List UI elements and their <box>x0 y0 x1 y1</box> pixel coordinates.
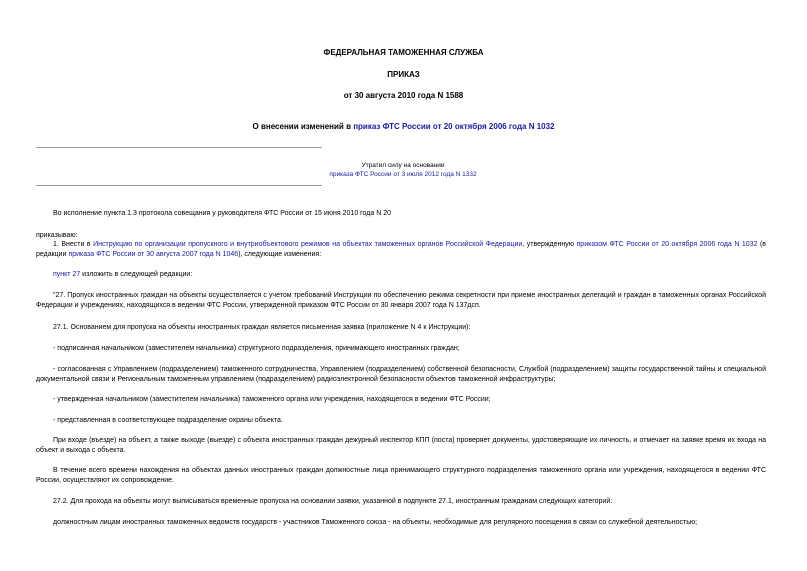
repeal-order-link[interactable]: приказа ФТС России от 3 июля 2012 года N 1332 <box>329 171 477 178</box>
paragraph-escort: В течение всего времени нахождения на объектах данных иностранных граждан должностные лица принимающего структурного подразделения таможенного органа или учреждения, находящегося в ведении ФТС России, осуществляют их сопровождение. <box>36 467 766 484</box>
instruction-link[interactable]: Инструкцию по организации пропускного и внутриобъектового режимов на объектах таможенных органов Российской Федерации <box>93 241 523 248</box>
paragraph-approved: - утвержденная начальником (заместителем начальника) таможенного органа или учреждения, находящегося в ведении ФТС России; <box>53 396 491 403</box>
order-1046-link[interactable]: приказа ФТС России от 30 августа 2007 года N 1046 <box>68 251 239 258</box>
order-1032-link[interactable]: приказом ФТС России от 20 октября 2006 года N 1032 <box>576 241 758 248</box>
paragraph-27-2: 27.2. Для прохода на объекты могут выписываться временные пропуска на основании заявки, указанной в подпункте 27.1, иностранным гражданам следующих категорий: <box>53 498 613 505</box>
subject-order-link[interactable]: приказ ФТС России от 20 октября 2006 года N 1032 <box>353 122 555 131</box>
top-divider <box>36 147 322 148</box>
paragraph-27: "27. Пропуск иностранных граждан на объекты осуществляется с учетом требований Инструкции по обеспечению режима секретности при приеме иностранных делегаций и граждан в таможенных органах Российской Федерации и учреждениях, находящихся в ведении ФТС России, утвержденной приказом ФТС России от 30 января 2007 года N 137дсп. <box>36 292 766 309</box>
status-note-text: Утратил силу на основании <box>361 162 445 169</box>
paragraph-preamble: Во исполнение пункта 1.3 протокола совещания у руководителя ФТС России от 15 июня 2010 года N 20 <box>53 210 392 217</box>
subject-prefix: О внесении изменений в <box>252 122 354 131</box>
doc-subject <box>0 122 807 132</box>
paragraph-point-27: пункт 27 изложить в следующей редакции: <box>53 271 193 278</box>
paragraph-27-1: 27.1. Основанием для пропуска на объекты иностранных граждан является письменная заявка (приложение N 4 к Инструкции): <box>53 324 471 331</box>
paragraph-entry-check: При входе (въезде) на объект, а также выходе (выезде) с объекта иностранных граждан дежурный инспектор КПП (поста) проверяет документы, удостоверяющие их личность, и отмечает на заявке время их входа на объект и выхода с объекта. <box>36 437 766 454</box>
paragraph-order: приказываю: <box>36 232 78 239</box>
paragraph-submitted: - представленная в соответствующее подразделение охраны объекта. <box>53 417 283 424</box>
status-note-link-line <box>280 170 526 179</box>
paragraph-item-1: 1. Внести в Инструкцию по организации пропускного и внутриобъектового режимов на объектах таможенных органов Российской Федерации, утвержденную приказом ФТС России от 20 октября 2006 года N 1032 (в редакции приказа ФТС России от 30 августа 2007 года N 1046), следующие изменения: <box>36 241 767 258</box>
paragraph-officials: должностным лицам иностранных таможенных ведомств государств - участников Таможенного союза - на объекты, необходимые для регулярного посещения в связи со служебной деятельностью; <box>53 519 698 526</box>
paragraph-signed: - подписанная начальником (заместителем начальника) структурного подразделения, принимающего иностранных граждан; <box>53 345 460 352</box>
doc-date-line: от 30 августа 2010 года N 1588 <box>343 91 464 100</box>
doc-type-title: ПРИКАЗ <box>387 70 420 79</box>
bottom-divider <box>36 185 322 186</box>
paragraph-agreed: - согласованная с Управлением (подразделением) таможенного сотрудничества, Управлением (подразделением) собственной безопасности, Службой (подразделением) защиты государственной тайны и специальной документальной связи и Региональным таможенным управлением (подразделением) радиоэлектронной безопасности объектов таможенной инфраструктуры; <box>36 366 766 383</box>
agency-title: ФЕДЕРАЛЬНАЯ ТАМОЖЕННАЯ СЛУЖБА <box>323 48 484 57</box>
point-27-link[interactable]: пункт 27 <box>53 271 81 278</box>
